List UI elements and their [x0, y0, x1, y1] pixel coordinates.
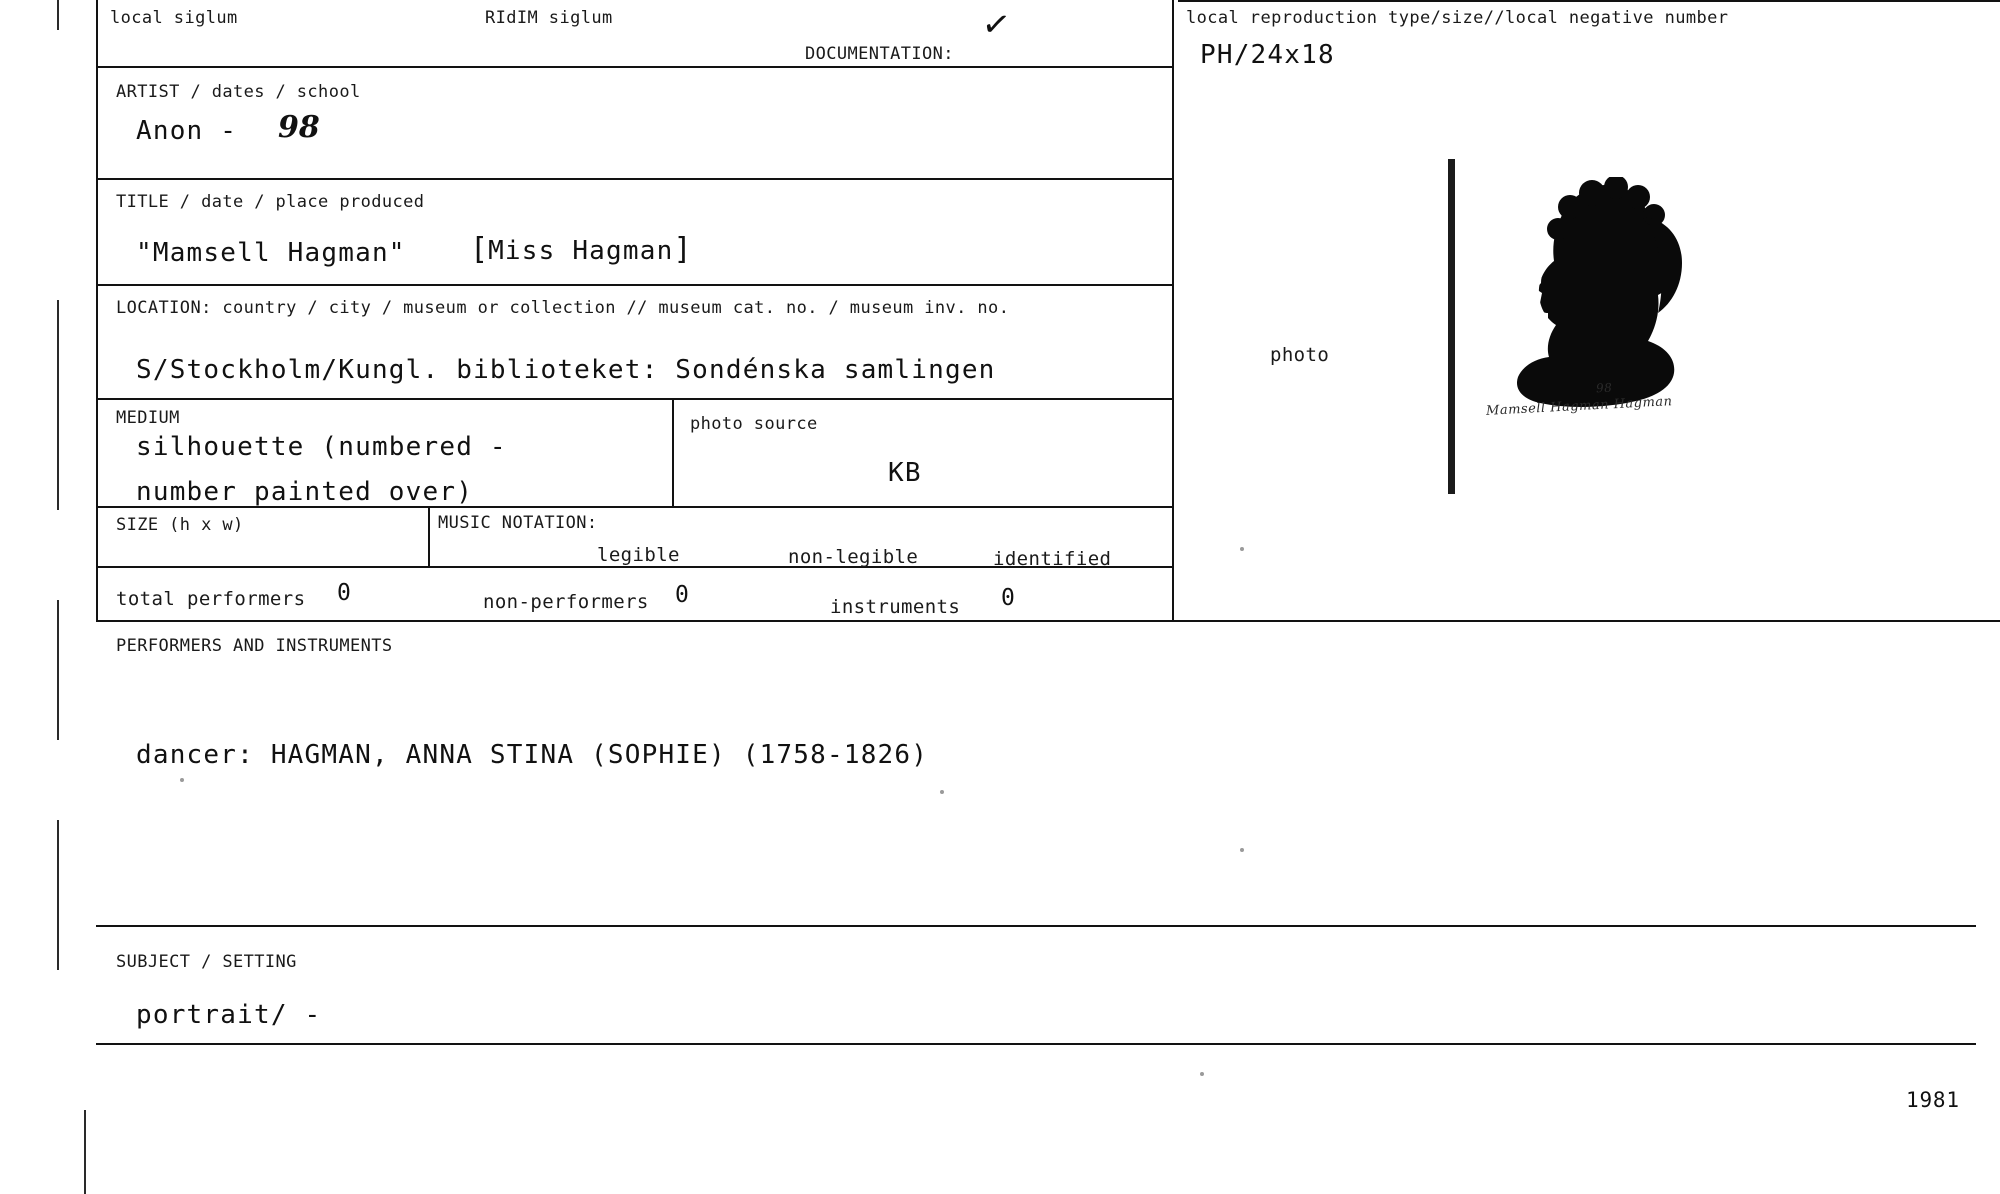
- music-notation-option-non-legible[interactable]: non-legible: [788, 546, 919, 568]
- size-label: SIZE (h x w): [116, 515, 244, 535]
- rule-under-subject: [96, 1043, 1976, 1045]
- photo-edge-strip: [1448, 159, 1455, 494]
- total-performers-label: total performers: [116, 588, 306, 610]
- rule-under-title: [96, 284, 1172, 286]
- title-value-bracket-group: [470, 232, 692, 267]
- music-notation-label: MUSIC NOTATION:: [438, 513, 598, 533]
- artist-value: Anon -: [136, 116, 238, 146]
- music-notation-option-identified[interactable]: identified: [993, 548, 1112, 570]
- scan-speck-4: [1240, 848, 1244, 852]
- rule-photo-left: [1172, 0, 1174, 620]
- artist-label: ARTIST / dates / school: [116, 82, 361, 102]
- bracket-close: ]: [673, 232, 692, 267]
- scan-edge-mark-bottom: [84, 1110, 86, 1194]
- photo-signature: Mamsell Hagman Hagman: [1485, 394, 1673, 419]
- reproduction-value: PH/24x18: [1200, 40, 1335, 70]
- rule-left-frame: [96, 0, 98, 620]
- performers-value: dancer: HAGMAN, ANNA STINA (SOPHIE) (1758-1826): [136, 740, 929, 770]
- non-performers-value: 0: [675, 582, 690, 608]
- photo-signature-number: 98: [1595, 380, 1613, 396]
- title-value-alternate: Miss Hagman: [488, 236, 674, 266]
- photograph: [1448, 159, 1748, 504]
- photo-caption: photo: [1270, 344, 1330, 366]
- instruments-label: instruments: [830, 596, 961, 618]
- scan-speck-1: [1240, 547, 1244, 551]
- scan-speck-2: [180, 778, 184, 782]
- bracket-open: [: [470, 232, 489, 267]
- rule-under-location: [96, 398, 1172, 400]
- documentation-checkmark: ✓: [979, 3, 1014, 47]
- rule-under-counts: [96, 620, 2000, 622]
- documentation-label: DOCUMENTATION:: [805, 44, 954, 64]
- subject-value: portrait/ -: [136, 1000, 322, 1030]
- rule-size-split: [428, 506, 430, 566]
- rule-under-artist: [96, 178, 1172, 180]
- local-siglum-label: local siglum: [110, 8, 238, 28]
- reproduction-label: local reproduction type/size//local negative number: [1186, 8, 1729, 28]
- rule-under-header: [96, 66, 1172, 68]
- silhouette-image: [1496, 177, 1716, 407]
- footer-year: 1981: [1906, 1088, 1960, 1112]
- scan-speck-3: [940, 790, 944, 794]
- instruments-value: 0: [1001, 585, 1016, 611]
- scan-edge-mark-upper: [57, 300, 59, 510]
- ridim-siglum-label: RIdIM siglum: [485, 8, 613, 28]
- title-value: "Mamsell Hagman": [136, 238, 406, 268]
- photo-panel: [1180, 4, 1998, 616]
- scan-edge-mark-mid: [57, 600, 59, 740]
- medium-label: MEDIUM: [116, 408, 180, 428]
- scan-speck-5: [1200, 1072, 1204, 1076]
- scan-edge-mark-top: [57, 0, 59, 30]
- medium-value-line2: number painted over): [136, 477, 474, 507]
- subject-label: SUBJECT / SETTING: [116, 952, 297, 972]
- photo-source-label: photo source: [690, 414, 818, 434]
- performers-label: PERFORMERS AND INSTRUMENTS: [116, 636, 393, 656]
- location-value: S/Stockholm/Kungl. biblioteket: Sondénska samlingen: [136, 355, 996, 385]
- location-label: LOCATION: country / city / museum or collection // museum cat. no. / museum inv. no.: [116, 298, 1010, 318]
- medium-value-line1: silhouette (numbered -: [136, 432, 507, 462]
- total-performers-value: 0: [337, 580, 352, 606]
- rule-card-top: [1178, 0, 2000, 2]
- scan-edge-mark-lower: [57, 820, 59, 970]
- photo-source-value: KB: [888, 458, 922, 488]
- music-notation-option-legible[interactable]: legible: [597, 544, 680, 566]
- non-performers-label: non-performers: [483, 591, 649, 613]
- artist-value-handwritten: 98: [278, 110, 320, 145]
- title-label: TITLE / date / place produced: [116, 192, 425, 212]
- rule-above-subject: [96, 925, 1976, 927]
- rule-medium-split: [672, 398, 674, 506]
